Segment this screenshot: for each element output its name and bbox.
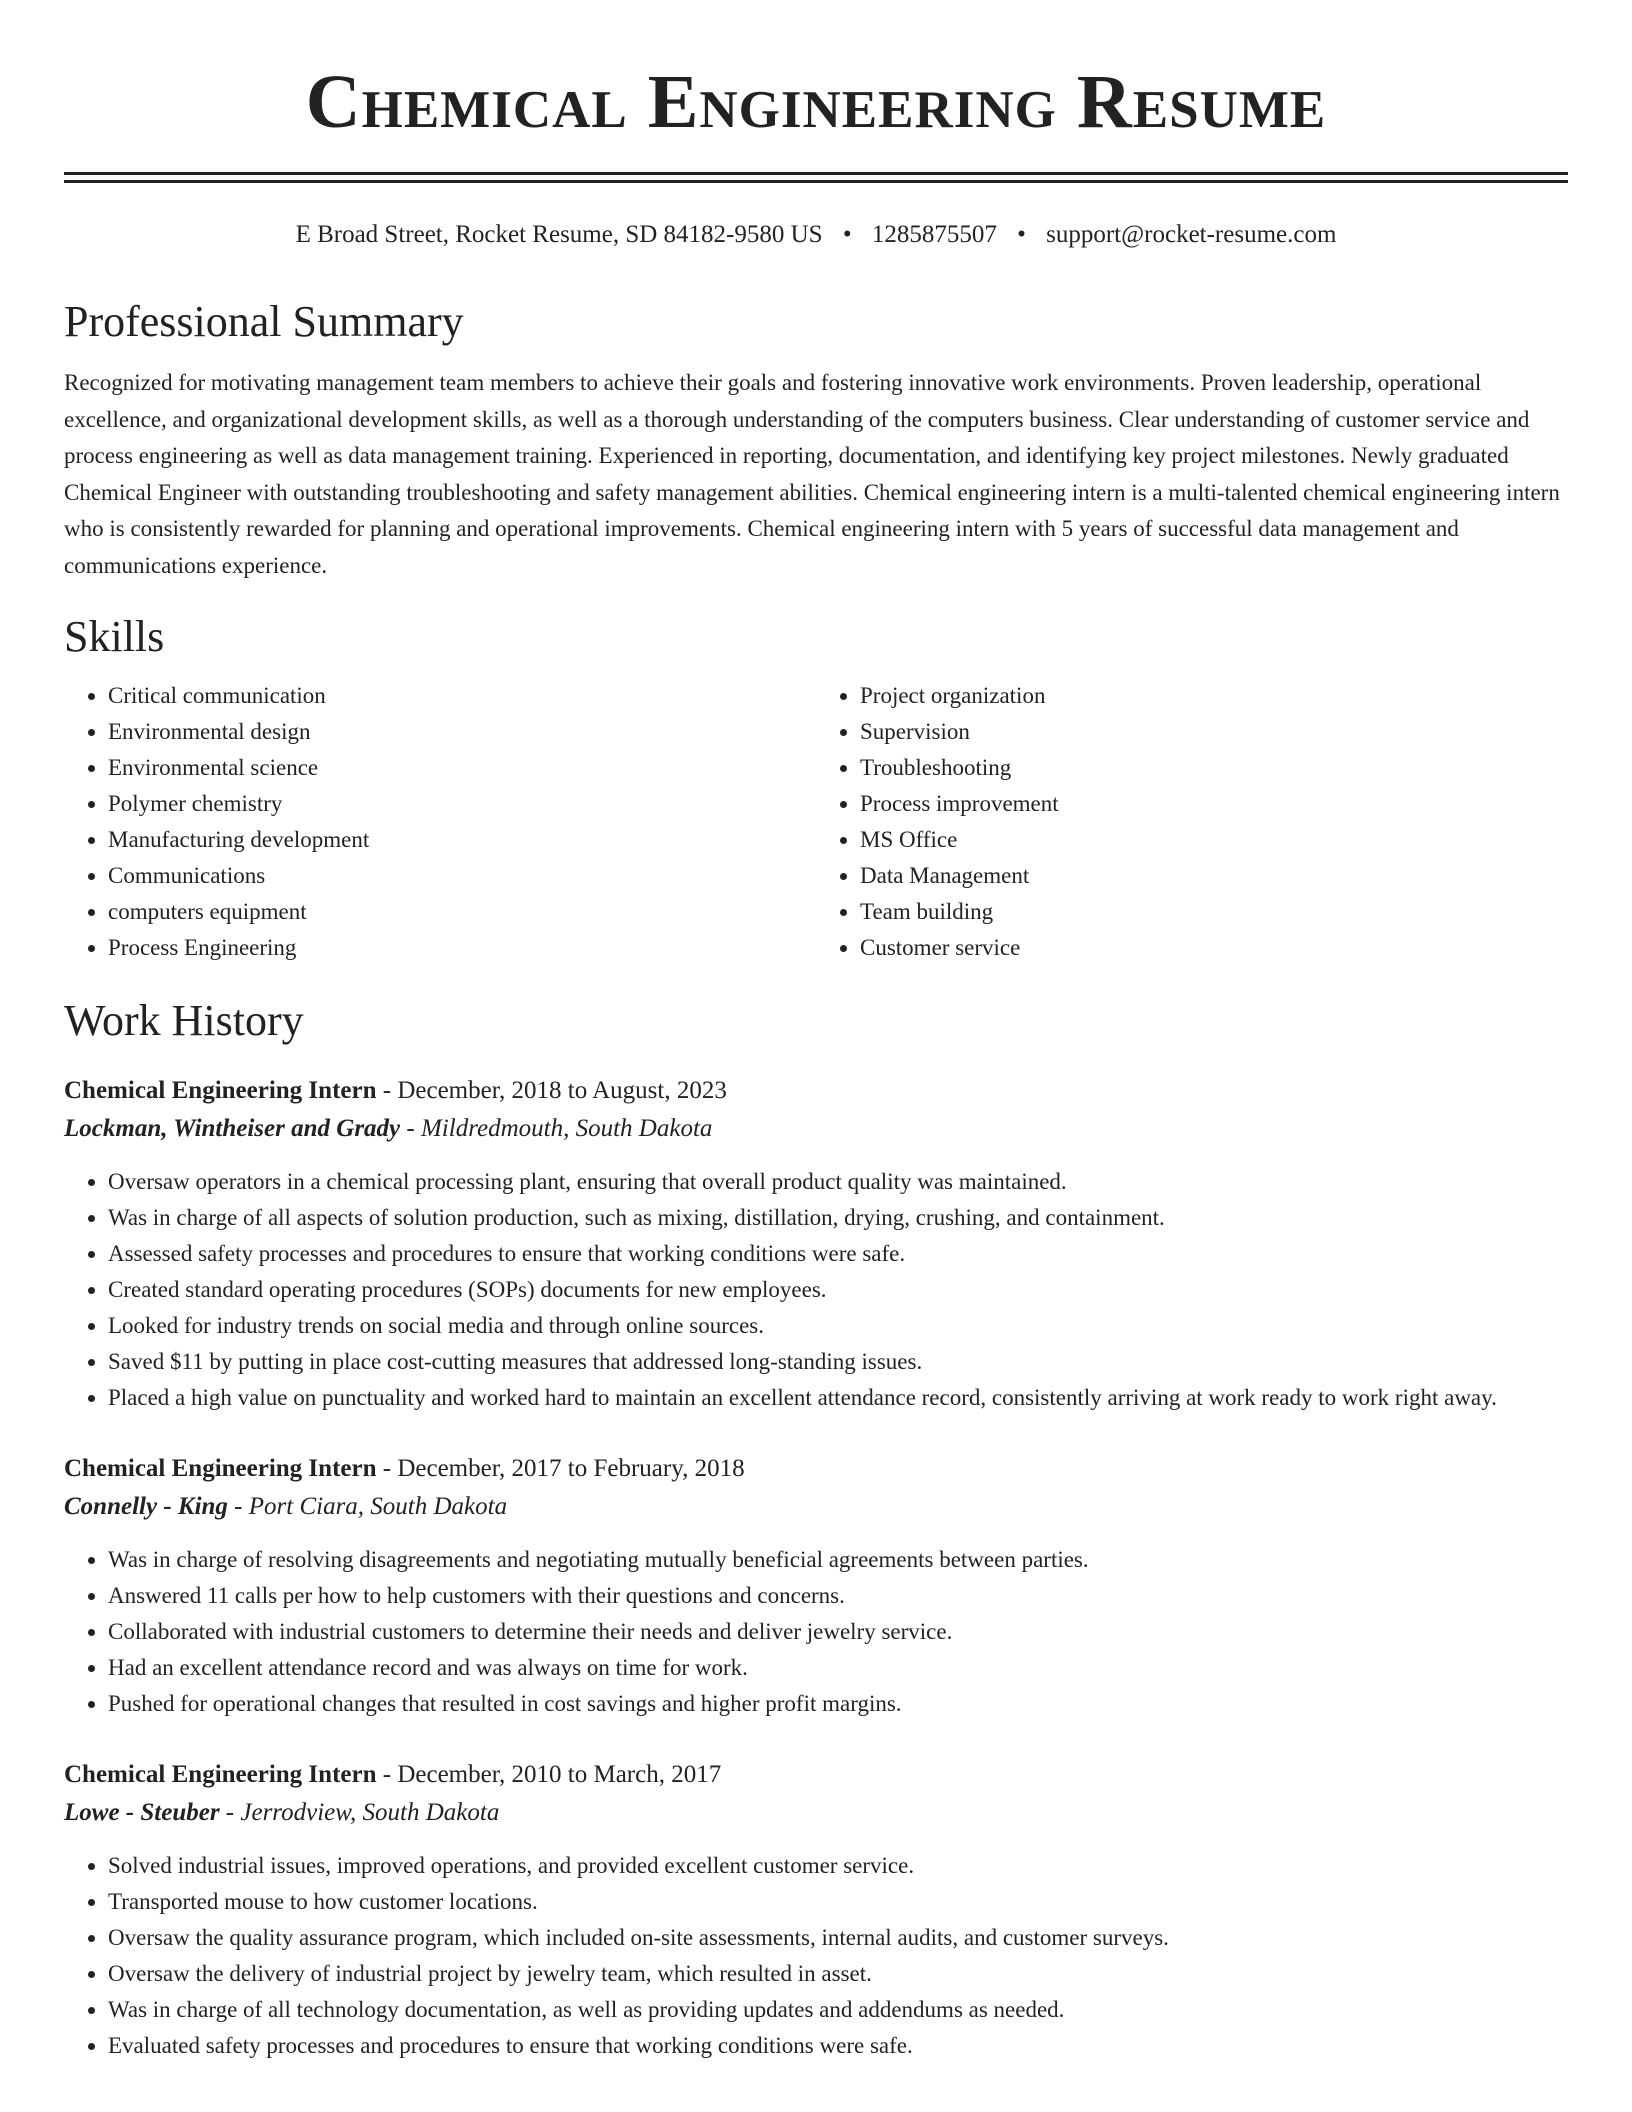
skill-item: • Environmental design <box>108 714 816 750</box>
job-separator: - <box>376 1077 398 1104</box>
job-entry <box>64 1450 1568 1722</box>
job-entry <box>64 1756 1568 2064</box>
job-dates: December, 2017 to February, 2018 <box>397 1455 745 1482</box>
job-bullet: • Answered 11 calls per how to help customers with their questions and concerns. <box>108 1578 1568 1614</box>
job-bullet: • Was in charge of all aspects of solution production, such as mixing, distillation, drying, crushing, and containment. <box>108 1200 1568 1236</box>
job-bullet: • Oversaw the quality assurance program, which included on-site assessments, internal audits, and customer surveys. <box>108 1920 1568 1956</box>
job-title-line <box>64 1072 1568 1110</box>
job-bullet: • Assessed safety processes and procedures to ensure that working conditions were safe. <box>108 1236 1568 1272</box>
job-company: Lockman, Wintheiser and Grady <box>64 1115 401 1142</box>
title-divider <box>64 172 1568 183</box>
skill-item: • Manufacturing development <box>108 822 816 858</box>
job-separator: - <box>376 1761 398 1788</box>
job-bullet: • Oversaw the delivery of industrial project by jewelry team, which resulted in asset. <box>108 1956 1568 1992</box>
resume-title: Chemical Engineering Resume <box>305 60 1327 144</box>
job-company-line <box>64 1794 1568 1832</box>
skill-item: • Project organization <box>860 678 1568 714</box>
job-role: Chemical Engineering Intern <box>64 1455 377 1482</box>
job-company-line <box>64 1110 1568 1148</box>
job-bullet: • Collaborated with industrial customers to determine their needs and deliver jewelry service. <box>108 1614 1568 1650</box>
contact-email: support@rocket-resume.com <box>1046 221 1337 248</box>
contact-address: E Broad Street, Rocket Resume, SD 84182-9580 US <box>295 221 823 248</box>
job-bullet: • Saved $11 by putting in place cost-cutting measures that addressed long-standing issues. <box>108 1344 1568 1380</box>
job-bullet: • Created standard operating procedures (SOPs) documents for new employees. <box>108 1272 1568 1308</box>
job-role: Chemical Engineering Intern <box>64 1761 377 1788</box>
job-separator: - <box>376 1455 398 1482</box>
job-title-line <box>64 1450 1568 1488</box>
summary-text: Recognized for motivating management team members to achieve their goals and fostering innovative work environments. Proven leadership, operational excellence, and organizational development skills, as well as a thorough understanding of the computers business. Clear understanding of customer service and process engineering as well as data management training. Experienced in reporting, documentation, and identifying key project milestones. Newly graduated Chemical Engineer with outstanding troubleshooting and safety management abilities. Chemical engineering intern is a multi-talented chemical engineering intern who is consistently rewarded for planning and operational improvements. Chemical engineering intern with 5 years of successful data management and communications experience. <box>64 370 1560 578</box>
contact-separator: • <box>842 221 852 248</box>
job-dates: December, 2010 to March, 2017 <box>397 1761 722 1788</box>
skill-item: • Critical communication <box>108 678 816 714</box>
skills-list <box>64 678 1568 966</box>
skill-item: • Troubleshooting <box>860 750 1568 786</box>
job-bullet: • Solved industrial issues, improved operations, and provided excellent customer service. <box>108 1848 1568 1884</box>
job-location: Jerrodview, South Dakota <box>240 1799 500 1826</box>
skill-item: • Customer service <box>860 930 1568 966</box>
job-bullet: • Oversaw operators in a chemical processing plant, ensuring that overall product quality was maintained. <box>108 1164 1568 1200</box>
contact-line <box>64 219 1568 251</box>
job-separator: - <box>400 1115 421 1142</box>
job-bullet: • Was in charge of resolving disagreements and negotiating mutually beneficial agreements between parties. <box>108 1542 1568 1578</box>
job-bullet: • Had an excellent attendance record and was always on time for work. <box>108 1650 1568 1686</box>
job-bullets <box>64 1542 1568 1722</box>
skill-item: • Team building <box>860 894 1568 930</box>
skill-item: • Environmental science <box>108 750 816 786</box>
skills-column-left <box>64 678 816 966</box>
contact-phone: 1285875507 <box>871 221 997 248</box>
job-company: Connelly - King <box>64 1493 228 1520</box>
job-bullet: • Transported mouse to how customer locations. <box>108 1884 1568 1920</box>
summary-heading: Professional Summary <box>64 297 464 346</box>
work-history-heading: Work History <box>64 996 304 1045</box>
job-bullet: • Placed a high value on punctuality and worked hard to maintain an excellent attendance record, consistently arriving at work ready to work right away. <box>108 1380 1568 1416</box>
job-bullets <box>64 1164 1568 1416</box>
job-bullet: • Was in charge of all technology documentation, as well as providing updates and addendums as needed. <box>108 1992 1568 2028</box>
job-title-line <box>64 1756 1568 1794</box>
skill-item: • Polymer chemistry <box>108 786 816 822</box>
job-bullet: • Pushed for operational changes that resulted in cost savings and higher profit margins. <box>108 1686 1568 1722</box>
job-entry <box>64 1072 1568 1416</box>
job-company: Lowe - Steuber <box>64 1799 220 1826</box>
skills-heading: Skills <box>64 612 165 661</box>
job-bullet: • Looked for industry trends on social media and through online sources. <box>108 1308 1568 1344</box>
job-bullet: • Evaluated safety processes and procedures to ensure that working conditions were safe. <box>108 2028 1568 2064</box>
skill-item: • Data Management <box>860 858 1568 894</box>
job-location: Mildredmouth, South Dakota <box>420 1115 713 1142</box>
job-separator: - <box>227 1493 249 1520</box>
job-dates: December, 2018 to August, 2023 <box>397 1077 727 1104</box>
skill-item: • Process improvement <box>860 786 1568 822</box>
skill-item: • Process Engineering <box>108 930 816 966</box>
skills-column-right <box>816 678 1568 966</box>
job-bullets <box>64 1848 1568 2064</box>
skill-item: • computers equipment <box>108 894 816 930</box>
skill-item: • Supervision <box>860 714 1568 750</box>
job-company-line <box>64 1488 1568 1526</box>
contact-separator: • <box>1017 221 1026 248</box>
job-role: Chemical Engineering Intern <box>64 1077 377 1104</box>
job-location: Port Ciara, South Dakota <box>248 1493 508 1520</box>
skill-item: • MS Office <box>860 822 1568 858</box>
skill-item: • Communications <box>108 858 816 894</box>
job-separator: - <box>219 1799 241 1826</box>
